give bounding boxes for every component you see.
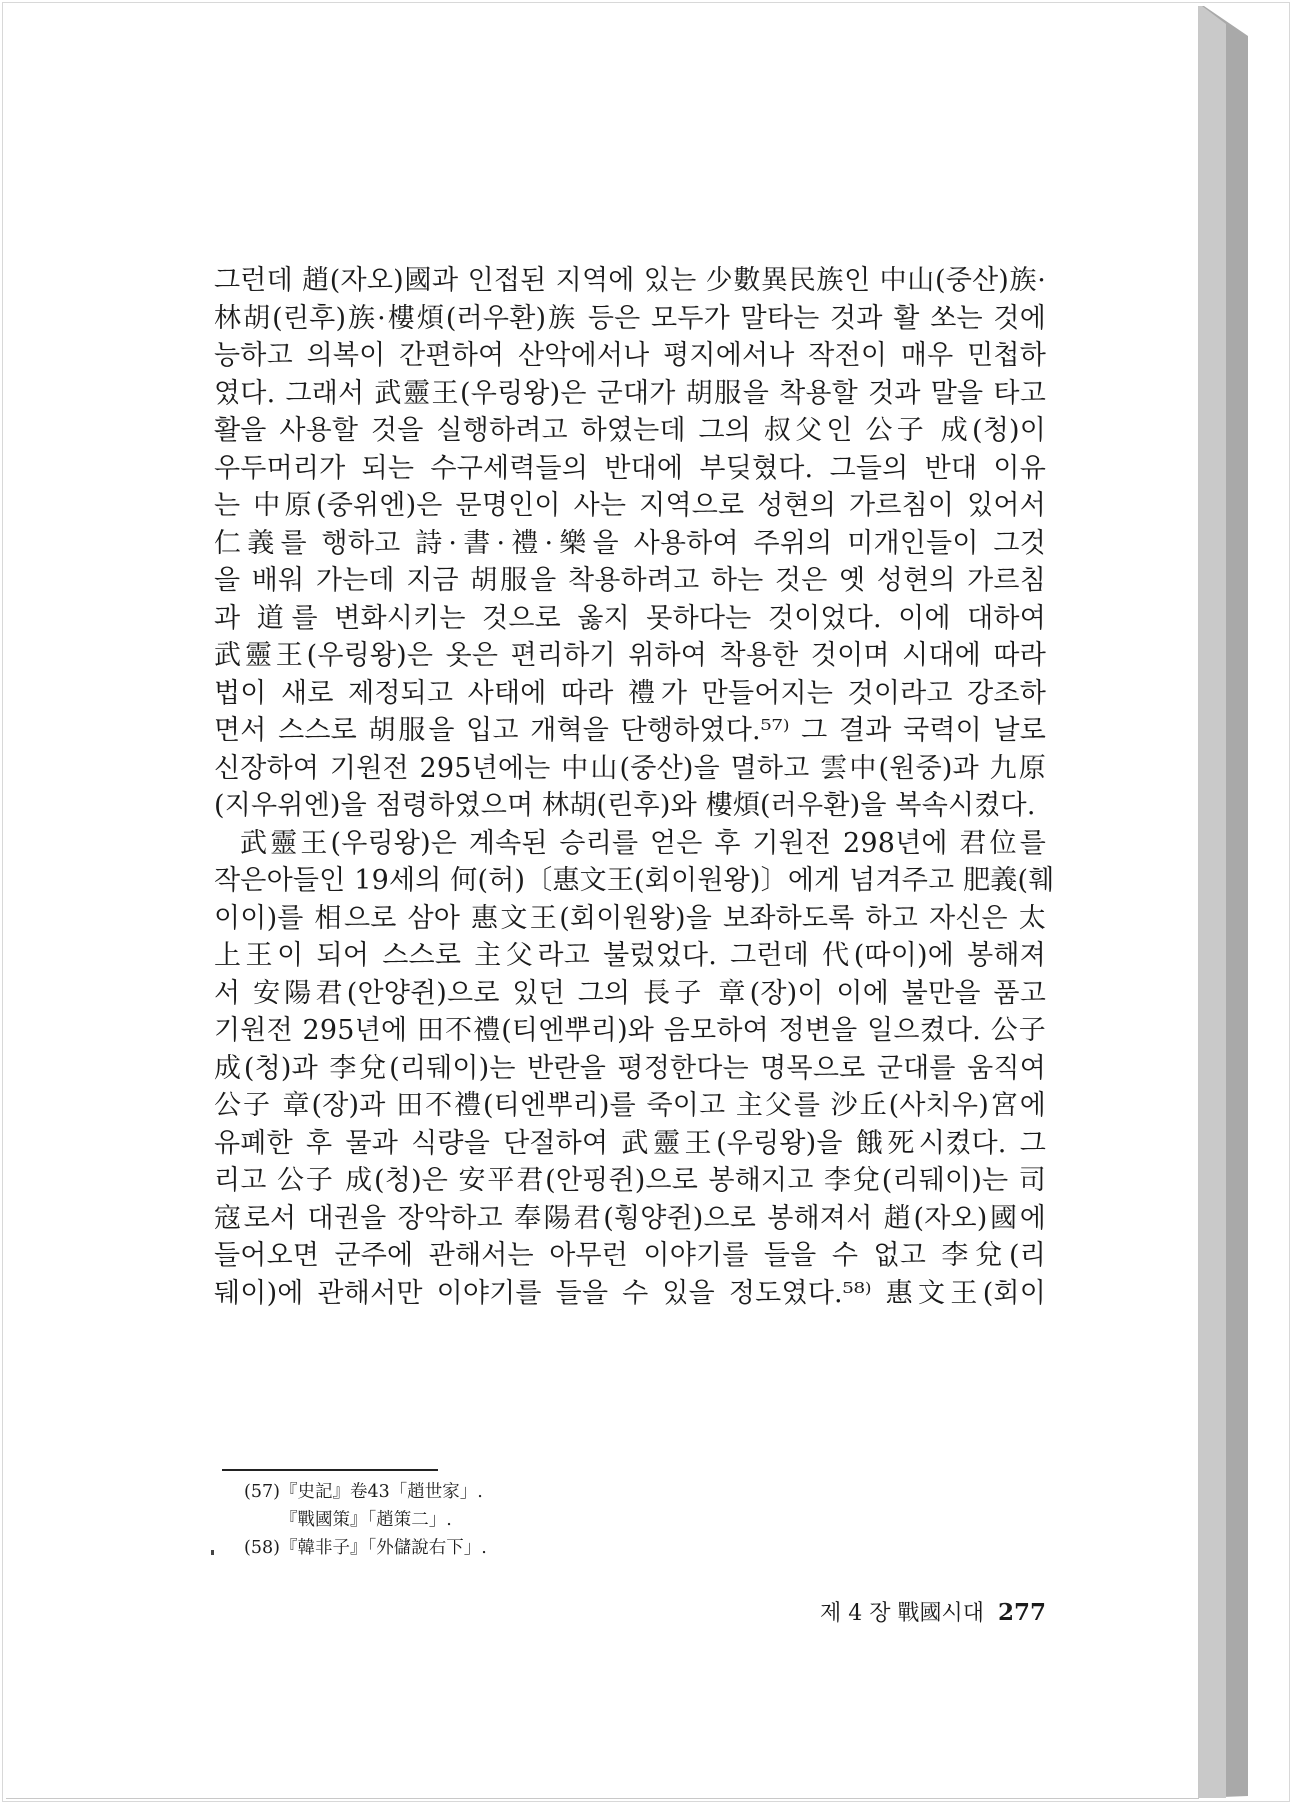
footnote-58 (244, 1534, 744, 1562)
text-line: 기원전 295년에 田不禮(티엔뿌리)와 음모하여 정변을 일으켰다. 公子 (214, 1015, 1046, 1046)
text-line: 신장하여 기원전 295년에는 中山(중산)을 멸하고 雲中(원중)과 九原 (214, 752, 1046, 784)
text-line: 仁義를 행하고 詩·書·禮·樂을 사용하여 주위의 미개인들이 그것 (214, 527, 1046, 559)
text-line: 上王이 되어 스스로 主父라고 불렀었다. 그런데 代(따이)에 봉해져 (214, 940, 1046, 971)
text-line: 우두머리가 되는 수구세력들의 반대에 부딪혔다. 그들의 반대 이유 (214, 452, 1046, 484)
text-line: 능하고 의복이 간편하여 산악에서나 평지에서나 작전이 매우 민첩하 (214, 340, 1046, 371)
text-line: 뒈이)에 관해서만 이야기를 들을 수 있을 정도였다.⁵⁸⁾ 惠文王(회이 (214, 1277, 1046, 1309)
text-line: 였다. 그래서 武靈王(우링왕)은 군대가 胡服을 착용할 것과 말을 타고 (214, 377, 1046, 409)
print-speck (211, 1550, 214, 1555)
text-line: 리고 公子 成(청)은 安平君(안핑쥔)으로 봉해지고 李兌(리뒈이)는 司 (214, 1165, 1046, 1196)
footnote-text: 『韓非子』「外儲說右下」. (280, 1538, 487, 1558)
text-line: 유폐한 후 물과 식량을 단절하여 武靈王(우링왕)을 餓死시켰다. 그 (214, 1127, 1046, 1159)
text-line: 寇로서 대권을 장악하고 奉陽君(훵양쥔)으로 봉해져서 趙(자오)國에 (214, 1202, 1046, 1234)
footnote-57 (244, 1478, 744, 1506)
text-line: 이이)를 相으로 삼아 惠文王(회이원왕)을 보좌하도록 하고 자신은 太 (214, 902, 1046, 934)
text-line: (지우위엔)을 점령하였으며 林胡(린후)와 樓煩(러우환)을 복속시켰다. (214, 790, 1036, 821)
footnote-rule (222, 1469, 438, 1471)
text-line: 서 安陽君(안양쥔)으로 있던 그의 長子 章(장)이 이에 불만을 품고 (214, 977, 1046, 1009)
text-line: 그런데 趙(자오)國과 인접된 지역에 있는 少數異民族인 中山(중산)族· (214, 265, 1046, 296)
page-number: 277 (997, 1599, 1046, 1626)
footnote-text: 『戰國策』「趙策二」. (280, 1510, 452, 1530)
page-stack-edge-highlight (1196, 0, 1226, 1806)
text-line: 과 道를 변화시키는 것으로 옳지 못하다는 것이었다. 이에 대하여 (214, 602, 1046, 634)
text-line: 武靈王(우링왕)은 옷은 편리하기 위하여 착용한 것이며 시대에 따라 (214, 640, 1046, 671)
footnote-57-continued (244, 1506, 744, 1534)
text-line: 武靈王(우링왕)은 계속된 승리를 얻은 후 기원전 298년에 君位를 (240, 827, 1046, 859)
footnote-number: (57) (244, 1482, 280, 1502)
chapter-title: 제 4 장 戰國시대 (819, 1601, 984, 1626)
text-line: 公子 章(장)과 田不禮(티엔뿌리)를 죽이고 主父를 沙丘(사치우)宮에 (214, 1090, 1046, 1121)
footnote-text: 『史記』卷43「趙世家」. (280, 1482, 483, 1502)
text-line: 成(청)과 李兌(리뒈이)는 반란을 평정한다는 명목으로 군대를 움직여 (214, 1052, 1046, 1084)
text-line: 을 배워 가는데 지금 胡服을 착용하려고 하는 것은 옛 성현의 가르침 (214, 565, 1046, 596)
text-line: 는 中原(중위엔)은 문명인이 사는 지역으로 성현의 가르침이 있어서 (214, 490, 1046, 521)
running-footer (778, 1596, 1046, 1627)
text-line: 면서 스스로 胡服을 입고 개혁을 단행하였다.⁵⁷⁾ 그 결과 국력이 날로 (214, 715, 1046, 746)
text-line: 작은아들인 19세의 何(허)〔惠文王(회이원왕)〕에게 넘겨주고 肥義(훼 (214, 865, 1055, 896)
body-text (214, 262, 1055, 1312)
text-line: 법이 새로 제정되고 사태에 따라 禮가 만들어지는 것이라고 강조하 (214, 677, 1046, 709)
footnote-number: (58) (244, 1538, 280, 1558)
text-line: 활을 사용할 것을 실행하려고 하였는데 그의 叔父인 公子 成(청)이 (214, 415, 1046, 446)
footnotes (244, 1478, 744, 1562)
text-line: 林胡(린후)族·樓煩(러우환)族 등은 모두가 말타는 것과 활 쏘는 것에 (214, 302, 1046, 334)
text-line: 들어오면 군주에 관해서는 아무런 이야기를 들을 수 없고 李兌(리 (214, 1240, 1046, 1271)
